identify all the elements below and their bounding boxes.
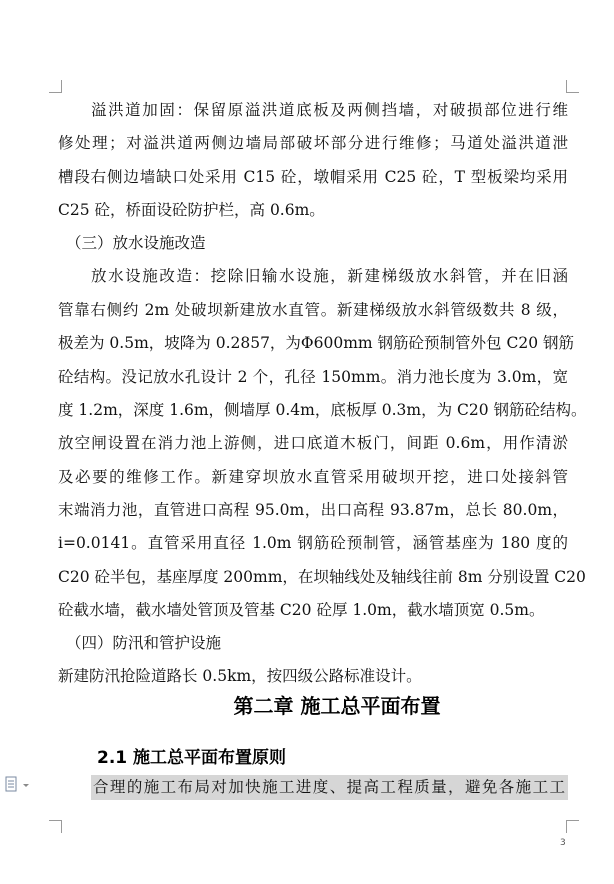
paragraph-line: 及必要的维修工作。新建穿坝放水直管采用破坝开挖，进口处接斜管 [58,468,568,486]
paragraph-line: i=0.0141。直管采用直径 1.0m 钢筋砼预制管，涵管基座为 180 度的 [58,534,568,552]
paragraph-line: 放空闸设置在消力池上游侧，进口底道木板门，间距 0.6m，用作清淤 [58,434,568,452]
crop-mark-top-right [566,80,579,93]
subheading: （四）防汛和管护设施 [66,634,222,652]
document-paste-icon[interactable] [4,776,34,794]
paragraph-line: 溢洪道加固：保留原溢洪道底板及两侧挡墙，对破损部位进行维 [91,101,568,119]
chapter-title: 第二章 施工总平面布置 [233,694,441,718]
page-number: 3 [560,838,566,848]
paragraph-line: 新建防汛抢险道路长 0.5km，按四级公路标准设计。 [58,667,422,685]
paragraph-line: C25 砼，桥面设砼防护栏，高 0.6m。 [58,201,325,219]
paragraph-line: 极差为 0.5m，坡降为 0.2857，为Φ600mm 钢筋砼预制管外包 C20 钢筋 [58,334,574,352]
section-title: 2.1 施工总平面布置原则 [97,748,287,768]
paragraph-line: 放水设施改造：挖除旧输水设施，新建梯级放水斜管，并在旧涵 [91,267,568,285]
subheading: （三）放水设施改造 [66,234,206,252]
paragraph-line: C20 砼半包，基座厚度 200mm，在坝轴线处及轴线往前 8m 分别设置 C20 [58,568,586,586]
crop-mark-bottom-left [49,820,62,833]
paragraph-line: 管靠右侧约 2m 处破坝新建放水直管。新建梯级放水斜管级数共 8 级， [58,301,568,319]
highlighted-paragraph-line[interactable]: 合理的施工布局对加快施工进度、提高工程质量，避免各施工工 [93,778,565,796]
paragraph-line: 砼截水墙，截水墙处管顶及管基 C20 砼厚 1.0m，截水墙顶宽 0.5m。 [58,601,545,619]
paragraph-line: 槽段右侧边墙缺口处采用 C15 砼，墩帽采用 C25 砼，T 型板梁均采用 [58,168,568,186]
paragraph-line: 度 1.2m，深度 1.6m，侧墙厚 0.4m，底板厚 0.3m，为 C20 钢筋砼结构。 [58,401,587,419]
crop-mark-top-left [49,80,62,93]
crop-mark-bottom-right [566,820,579,833]
paragraph-line: 砼结构。没记放水孔设计 2 个，孔径 150mm。消力池长度为 3.0m，宽 [58,368,568,386]
paragraph-line: 修处理；对溢洪道两侧边墙局部破坏部分进行维修；马道处溢洪道泄 [58,134,568,152]
paragraph-line: 末端消力池，直管进口高程 95.0m，出口高程 93.87m，总长 80.0m， [58,501,568,519]
